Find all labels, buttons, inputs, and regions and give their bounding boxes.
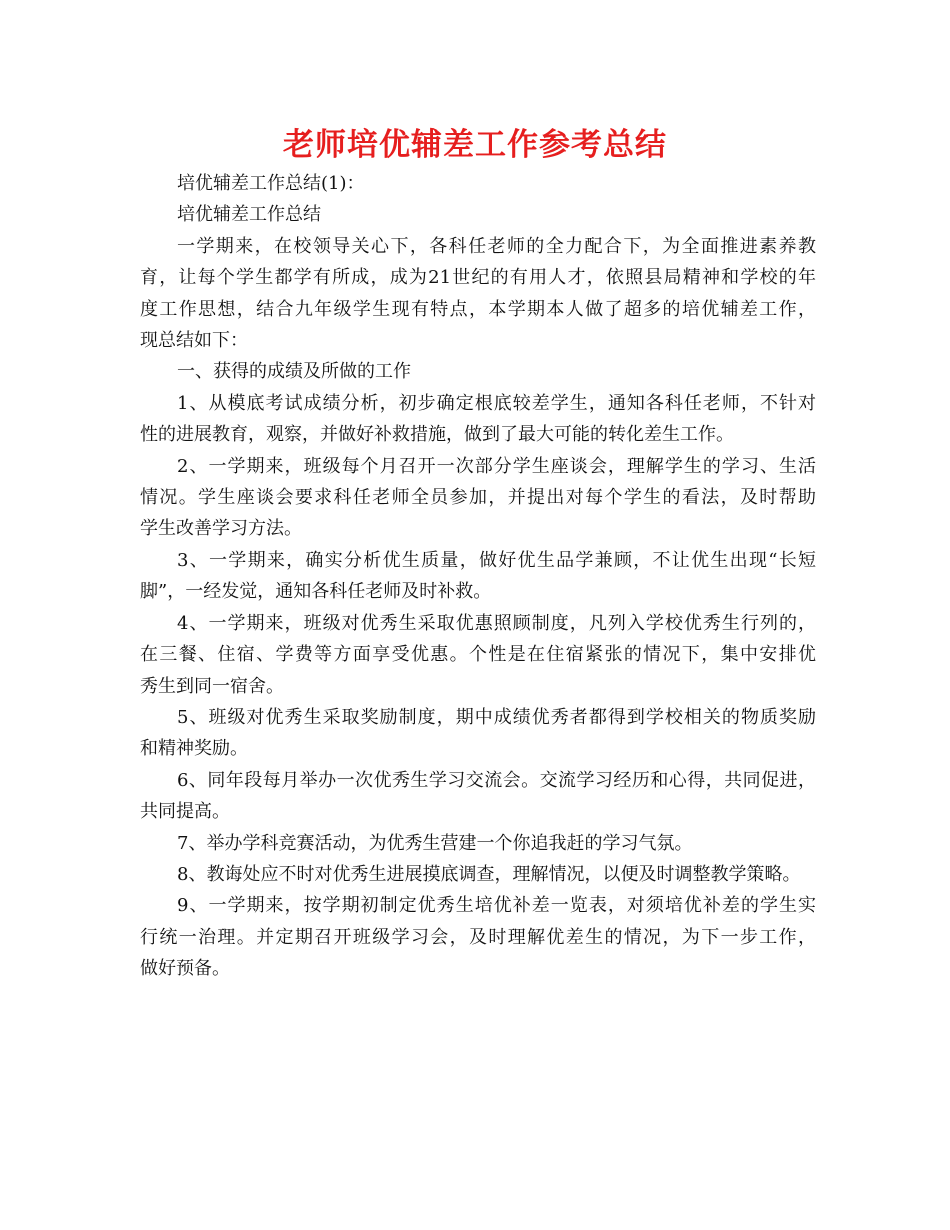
paragraph-line: 学生改善学习方法。 (140, 518, 302, 540)
paragraph-line: 和精神奖励。 (140, 738, 248, 760)
paragraph-line: 在三餐、住宿、学费等方面享受优惠。个性是在住宿紧张的情况下，集中安排优 (140, 644, 816, 666)
paragraph (140, 608, 816, 702)
document-body (140, 168, 816, 985)
paragraph-line: 做好预备。 (140, 958, 230, 980)
paragraph-line: 秀生到同一宿舍。 (140, 675, 284, 697)
paragraph (140, 231, 816, 357)
paragraph-line: 3、一学期来，确实分析优生质量，做好优生品学兼顾，不让优生出现“长短 (177, 549, 816, 571)
paragraph-line: 性的进展教育，观察，并做好补救措施，做到了最大可能的转化差生工作。 (140, 424, 734, 446)
paragraph-line: 2、一学期来，班级每个月召开一次部分学生座谈会，理解学生的学习、生活 (177, 455, 816, 477)
paragraph (140, 545, 816, 608)
paragraph-line: 现总结如下： (140, 330, 248, 352)
paragraph (140, 388, 816, 451)
paragraph (140, 168, 816, 199)
paragraph-line: 共同提高。 (140, 801, 230, 823)
paragraph-line: 培优辅差工作总结(1)： (177, 173, 365, 194)
paragraph-line: 4、一学期来，班级对优秀生采取优惠照顾制度，凡列入学校优秀生行列的， (177, 612, 816, 634)
paragraph-line: 度工作思想，结合九年级学生现有特点，本学期本人做了超多的培优辅差工作， (140, 298, 816, 320)
paragraph (140, 199, 816, 230)
paragraph-line: 脚”，一经发觉，通知各科任老师及时补救。 (140, 581, 492, 603)
paragraph-line: 6、同年段每月举办一次优秀生学习交流会。交流学习经历和心得，共同促进， (177, 769, 816, 791)
paragraph-line: 一、获得的成绩及所做的工作 (177, 361, 411, 383)
paragraph-line: 1、从模底考试成绩分析，初步确定根底较差学生，通知各科任老师，不针对 (177, 392, 816, 414)
paragraph (140, 890, 816, 984)
paragraph-line: 8、教诲处应不时对优秀生进展摸底调查，理解情况，以便及时调整教学策略。 (177, 863, 801, 885)
paragraph-line: 行统一治理。并定期召开班级学习会，及时理解优差生的情况，为下一步工作， (140, 926, 816, 948)
paragraph-line: 育，让每个学生都学有所成，成为21世纪的有用人才，依照县局精神和学校的年 (140, 267, 816, 289)
document-title: 老师培优辅差工作参考总结 (283, 127, 667, 163)
paragraph-line: 7、举办学科竞赛活动，为优秀生营建一个你追我赶的学习气氛。 (177, 832, 693, 854)
paragraph (140, 702, 816, 765)
paragraph-line: 培优辅差工作总结 (177, 204, 321, 226)
paragraph-line: 5、班级对优秀生采取奖励制度，期中成绩优秀者都得到学校相关的物质奖励 (177, 706, 816, 728)
paragraph (140, 451, 816, 545)
paragraph (140, 859, 816, 890)
paragraph-line: 一学期来，在校领导关心下，各科任老师的全力配合下，为全面推进素养教 (177, 235, 816, 257)
paragraph-line: 9、一学期来，按学期初制定优秀生培优补差一览表，对须培优补差的学生实 (177, 895, 816, 917)
paragraph-line: 情况。学生座谈会要求科任老师全员参加，并提出对每个学生的看法，及时帮助 (140, 487, 816, 509)
paragraph (140, 765, 816, 828)
paragraph (140, 356, 816, 387)
paragraph (140, 828, 816, 859)
